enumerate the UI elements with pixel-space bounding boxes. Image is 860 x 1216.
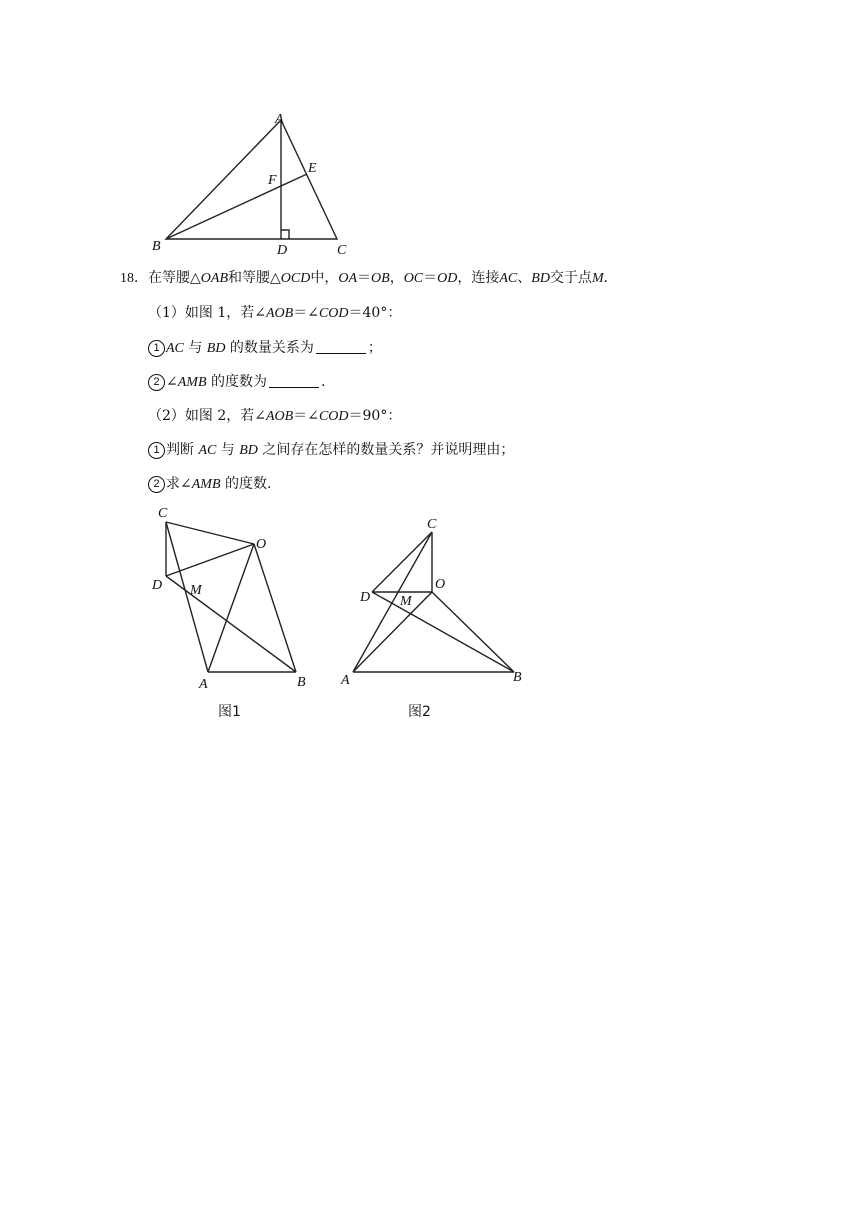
part2-question1: 1 判断 AC 与 BD 之间存在怎样的数量关系？并说明理由；	[148, 440, 514, 461]
circled-number: 2	[148, 476, 165, 493]
label-a: A	[341, 673, 350, 688]
circled-number: 1	[148, 442, 165, 459]
label-m: M	[190, 583, 202, 598]
segment-oa	[208, 544, 254, 672]
label-d: D	[360, 590, 371, 605]
label-c: C	[337, 243, 347, 258]
label-m: M	[400, 594, 412, 609]
segment-bd	[166, 576, 296, 672]
label-b: B	[297, 675, 306, 690]
figure-1-caption: 图1	[218, 704, 241, 720]
segment-ac	[166, 522, 208, 672]
label-o: O	[256, 537, 267, 552]
segment-ob	[254, 544, 296, 672]
label-c: C	[427, 517, 437, 532]
label-f: F	[268, 173, 277, 188]
figure-2-caption: 图2	[408, 704, 431, 720]
answer-blank[interactable]	[269, 373, 319, 388]
figure-2	[336, 500, 536, 725]
problem-number: 18	[120, 271, 134, 286]
figure-1	[148, 500, 323, 725]
segment-cd	[372, 532, 432, 592]
right-angle-mark	[281, 230, 289, 239]
triangle-abc	[166, 120, 337, 239]
segment-oc	[166, 522, 254, 544]
part2-question2: 2 求∠AMB 的度数.	[148, 474, 271, 495]
part1-question2: 2 ∠AMB 的度数为 .	[148, 372, 325, 393]
circled-number: 1	[148, 340, 165, 357]
label-o: O	[435, 577, 446, 592]
label-a: A	[199, 677, 208, 692]
circled-number: 2	[148, 374, 165, 391]
answer-blank[interactable]	[316, 339, 366, 354]
figure-triangle-abc	[140, 108, 360, 258]
label-d: D	[277, 243, 288, 258]
label-e: E	[308, 161, 317, 176]
problem-statement: 18．在等腰△OAB和等腰△OCD中，OA＝OB，OC＝OD，连接AC、BD交于点M.	[120, 270, 609, 286]
label-c: C	[158, 506, 168, 521]
label-d: D	[152, 578, 163, 593]
part1-header: （1）如图 1，若∠AOB＝∠COD＝40°：	[148, 305, 402, 321]
part1-question1: 1 AC 与 BD 的数量关系为 ；	[148, 338, 382, 359]
part2-header: （2）如图 2，若∠AOB＝∠COD＝90°：	[148, 408, 402, 424]
label-b: B	[152, 239, 161, 254]
label-a: A	[275, 112, 284, 127]
label-b: B	[513, 670, 522, 685]
segment-be	[166, 174, 307, 239]
